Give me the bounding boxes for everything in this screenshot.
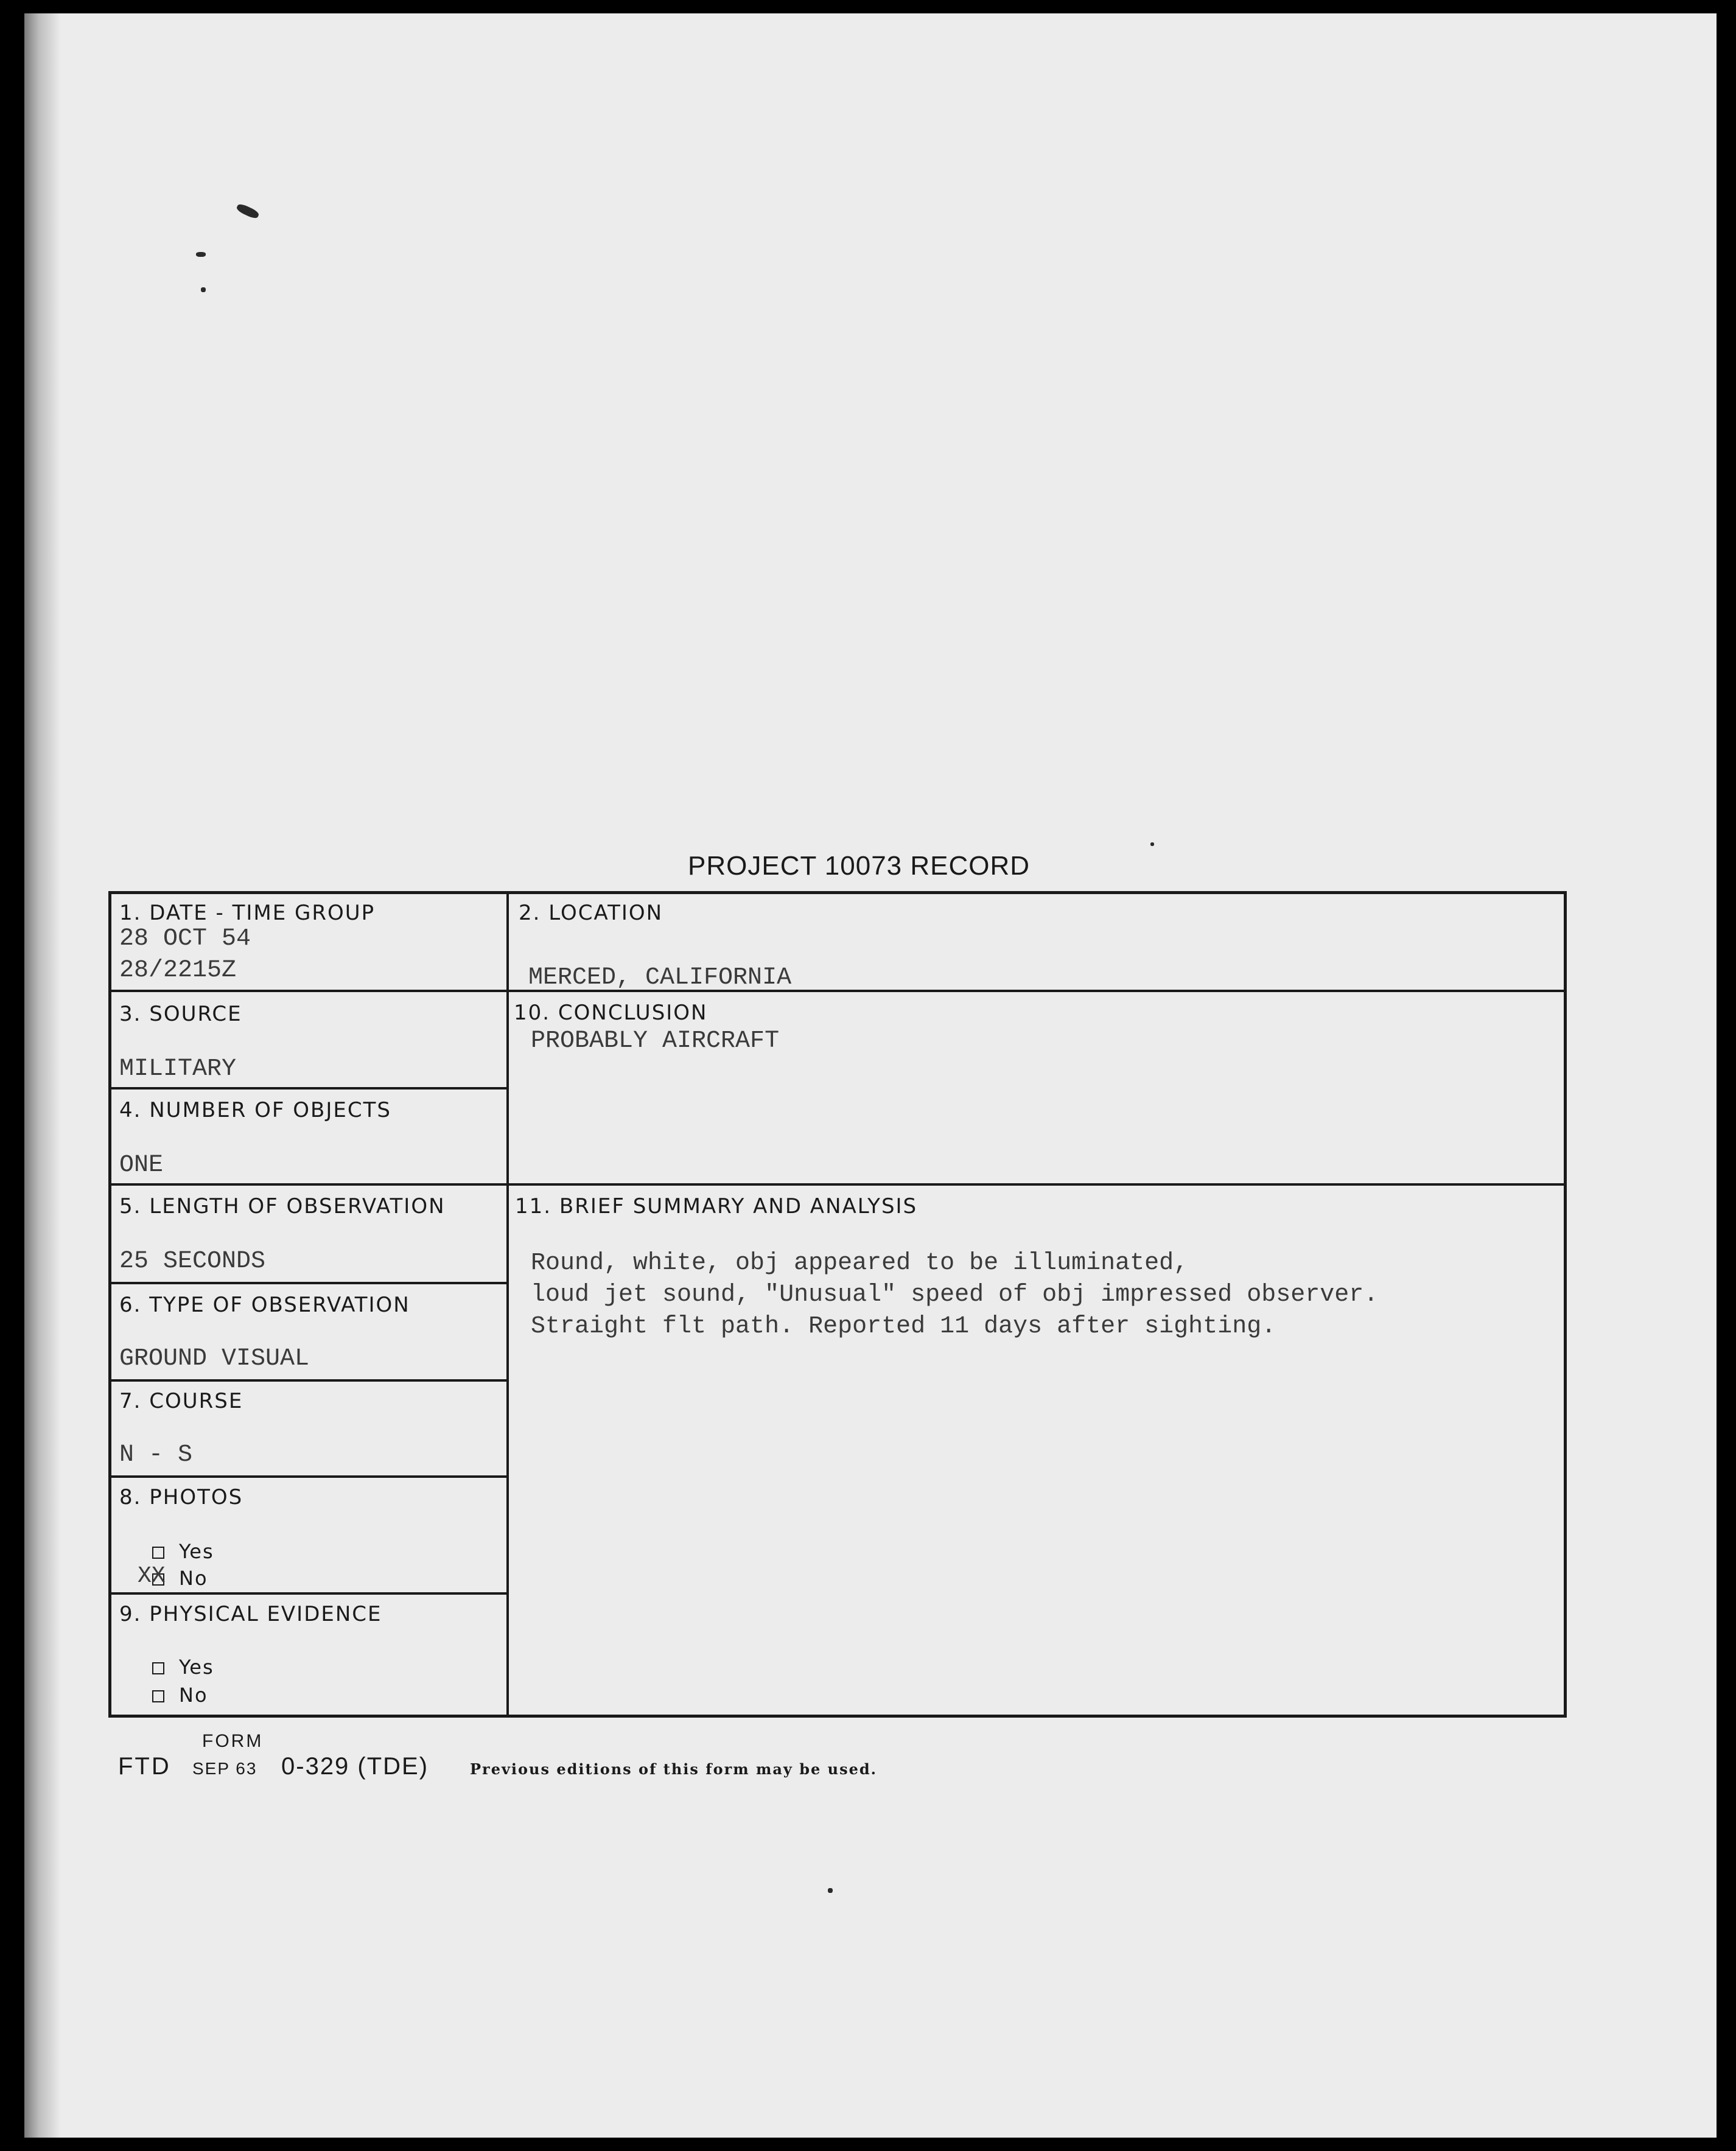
photos-no-label: No — [179, 1567, 208, 1590]
type-value: GROUND VISUAL — [119, 1345, 310, 1373]
evidence-no-checkbox[interactable] — [152, 1690, 164, 1702]
length-value: 25 SECONDS — [119, 1248, 266, 1275]
summary-text — [531, 1248, 1378, 1343]
photos-yes-checkbox[interactable] — [152, 1547, 164, 1559]
date-value: 28 OCT 54 — [119, 925, 251, 953]
photos-no-typed-mark: XX — [138, 1563, 166, 1589]
evidence-yes-option[interactable] — [152, 1656, 214, 1679]
evidence-label: 9. PHYSICAL EVIDENCE — [119, 1602, 382, 1626]
footer-note: Previous editions of this form may be used. — [470, 1760, 877, 1778]
summary-line: Straight flt path. Reported 11 days after sighting. — [531, 1313, 1276, 1340]
scan-speck — [828, 1888, 833, 1893]
course-value: N - S — [119, 1441, 193, 1469]
summary-line: Round, white, obj appeared to be illuminated, — [531, 1250, 1189, 1277]
summary-line: loud jet sound, "Unusual" speed of obj impressed observer. — [531, 1281, 1379, 1309]
location-label: 2. LOCATION — [519, 901, 663, 925]
source-label: 3. SOURCE — [119, 1002, 242, 1026]
divider-objects — [110, 1183, 508, 1186]
conclusion-label: 10. CONCLUSION — [514, 1001, 708, 1025]
scan-speck — [201, 287, 206, 292]
course-label: 7. COURSE — [119, 1389, 243, 1413]
footer-date: SEP 63 — [192, 1759, 257, 1778]
location-value: MERCED, CALIFORNIA — [528, 964, 792, 992]
objects-label: 4. NUMBER OF OBJECTS — [119, 1098, 391, 1122]
length-label: 5. LENGTH OF OBSERVATION — [119, 1194, 446, 1219]
divider-type — [110, 1379, 508, 1382]
photos-yes-option[interactable] — [152, 1540, 214, 1563]
photos-yes-label: Yes — [179, 1540, 214, 1563]
conclusion-value: PROBABLY AIRCRAFT — [531, 1027, 780, 1055]
source-value: MILITARY — [119, 1055, 237, 1083]
evidence-no-option[interactable] — [152, 1684, 208, 1707]
divider-date — [110, 990, 508, 992]
evidence-no-label: No — [179, 1684, 208, 1707]
divider-length — [110, 1282, 508, 1284]
footer-form-word: FORM — [202, 1731, 264, 1751]
divider-conclusion — [506, 1183, 1566, 1186]
evidence-yes-label: Yes — [179, 1656, 214, 1679]
summary-label: 11. BRIEF SUMMARY AND ANALYSIS — [515, 1194, 918, 1219]
divider-photos — [110, 1592, 508, 1595]
date-time-label: 1. DATE - TIME GROUP — [119, 901, 376, 925]
scan-speck — [196, 252, 206, 257]
type-label: 6. TYPE OF OBSERVATION — [119, 1293, 410, 1317]
divider-course — [110, 1475, 508, 1478]
photos-label: 8. PHOTOS — [119, 1485, 243, 1509]
footer-org: FTD — [118, 1753, 171, 1780]
evidence-yes-checkbox[interactable] — [152, 1662, 164, 1674]
footer-form-number: 0-329 (TDE) — [281, 1753, 429, 1780]
objects-value: ONE — [119, 1152, 164, 1179]
time-value: 28/2215Z — [119, 957, 237, 984]
form-title: PROJECT 10073 RECORD — [688, 851, 1031, 881]
scan-edge-shadow — [24, 13, 61, 2138]
divider-source — [110, 1087, 508, 1089]
scan-speck — [1150, 842, 1154, 846]
